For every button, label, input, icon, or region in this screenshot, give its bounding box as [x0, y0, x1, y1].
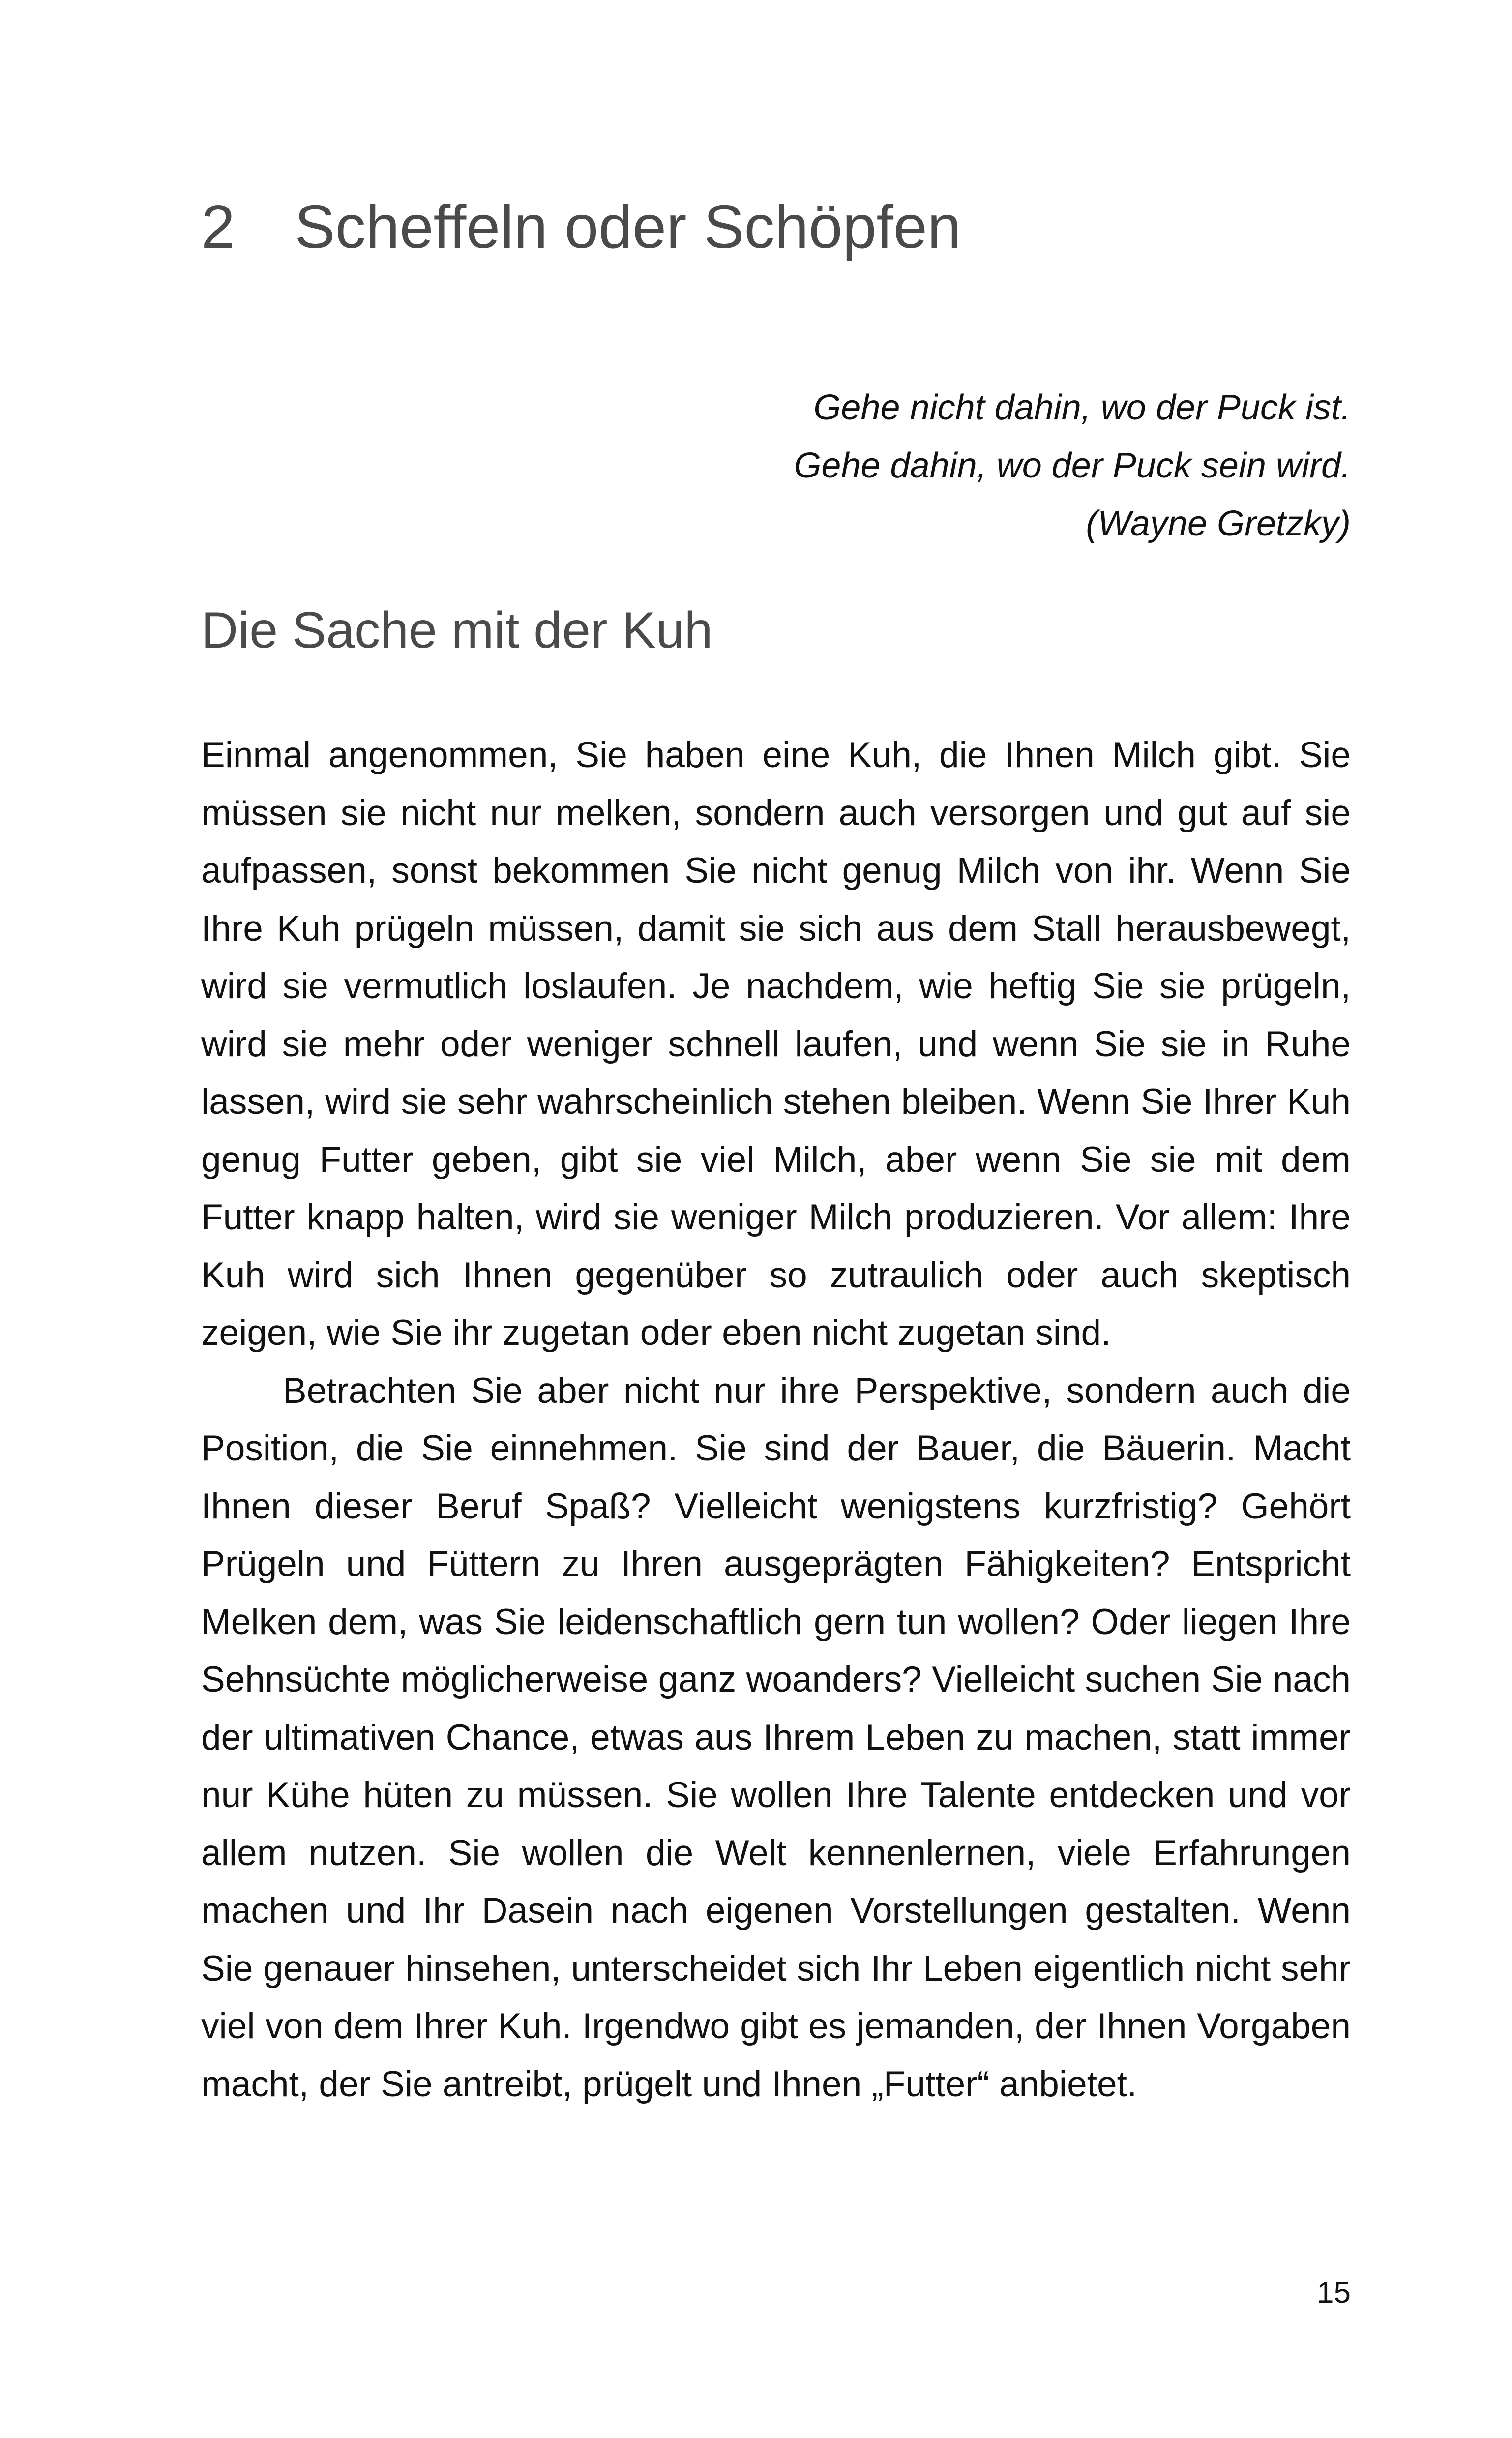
paragraph: Betrachten Sie aber nicht nur ihre Perspektive, sondern auch die Position, die Sie einnehmen. Sie sind der Bauer, die Bäuerin. Macht Ihnen dieser Beruf Spaß? Vielleicht wenigstens kurzfristig? Gehört Prügeln und Füttern zu Ihren ausgeprägten Fähigkeiten? Entspricht Melken dem, was Sie leidenschaftlich gern tun wollen? Oder liegen Ihre Sehnsüchte möglicherweise ganz woanders? Vielleicht suchen Sie nach der ultimativen Chance, etwas aus Ihrem Leben zu machen, statt immer nur Kühe hüten zu müssen. Sie wollen Ihre Talente entdecken und vor allem nutzen. Sie wollen die Welt kennenlernen, viele Erfahrungen machen und Ihr Dasein nach eigenen Vorstellungen gestalten. Wenn Sie genauer hinsehen, unterscheidet sich Ihr Leben eigentlich nicht sehr viel von dem Ihrer Kuh. Irgendwo gibt es jemanden, der Ihnen Vorgaben macht, der Sie antreibt, prügelt und Ihnen „Futter“ anbietet. [201, 1370, 1351, 2104]
chapter-heading [201, 193, 961, 261]
epigraph-attribution: (Wayne Gretzky) [1086, 504, 1351, 543]
chapter-number: 2 [201, 193, 235, 261]
body-text [201, 726, 1351, 2113]
epigraph [613, 379, 1351, 553]
section-heading: Die Sache mit der Kuh [201, 602, 713, 659]
epigraph-line: Gehe nicht dahin, wo der Puck ist. [813, 388, 1351, 427]
chapter-title: Scheffeln oder Schöpfen [295, 193, 961, 261]
paragraph: Einmal angenommen, Sie haben eine Kuh, die Ihnen Milch gibt. Sie müssen sie nicht nur melken, sondern auch versorgen und gut auf sie aufpassen, sonst bekommen Sie nicht genug Milch von ihr. Wenn Sie Ihre Kuh prügeln müssen, damit sie sich aus dem Stall herausbewegt, wird sie vermutlich loslaufen. Je nachdem, wie heftig Sie sie prügeln, wird sie mehr oder weniger schnell laufen, und wenn Sie sie in Ruhe lassen, wird sie sehr wahrscheinlich stehen bleiben. Wenn Sie Ihrer Kuh genug Futter geben, gibt sie viel Milch, aber wenn Sie sie mit dem Futter knapp halten, wird sie weniger Milch produzieren. Vor allem: Ihre Kuh wird sich Ihnen gegenüber so zutraulich oder auch skeptisch zeigen, wie Sie ihr zugetan oder eben nicht zugetan sind. [201, 735, 1351, 1353]
epigraph-line: Gehe dahin, wo der Puck sein wird. [794, 446, 1351, 485]
page-number: 15 [1317, 2276, 1351, 2310]
